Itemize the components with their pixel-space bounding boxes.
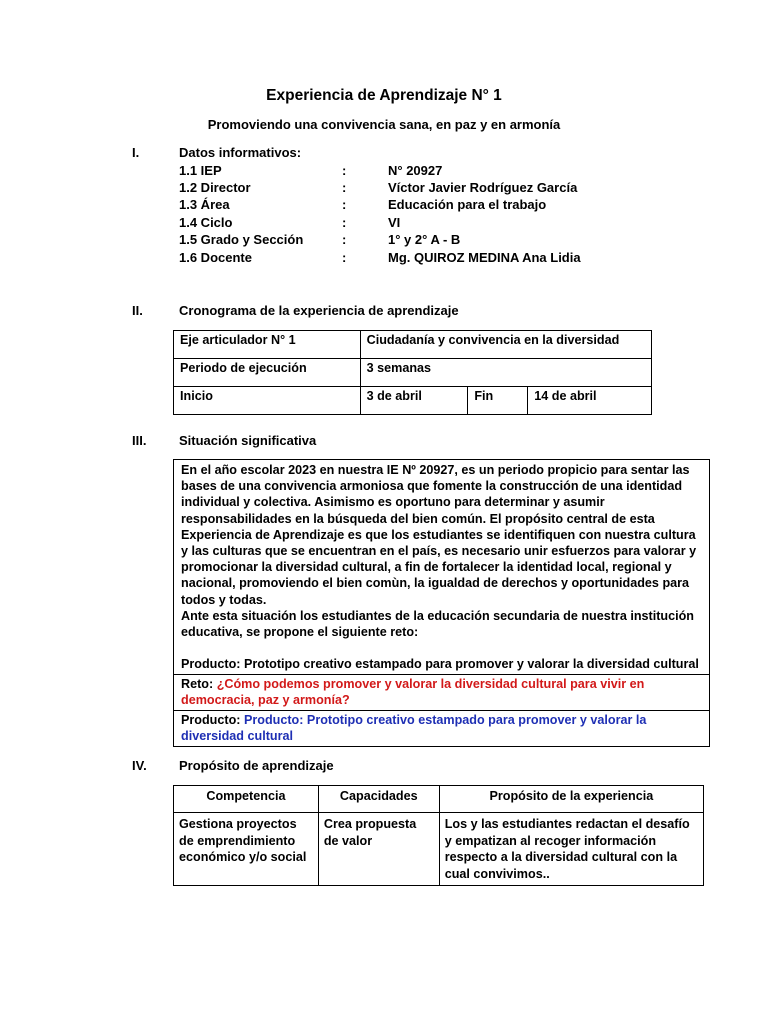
cell-competencia: Gestiona proyectos de emprendimiento económico y/o social	[174, 813, 319, 886]
info-row-director	[179, 180, 699, 198]
info-colon: :	[342, 250, 347, 265]
header-capacidades: Capacidades	[318, 786, 439, 813]
periodo-label: Periodo de ejecución	[174, 359, 361, 387]
info-value: Educación para el trabajo	[388, 197, 547, 212]
section-3-title: Situación significativa	[179, 433, 317, 448]
info-colon: :	[342, 180, 347, 195]
situacion-text	[174, 460, 709, 674]
info-colon: :	[342, 163, 347, 178]
section-2-number: II.	[132, 303, 143, 318]
info-label: 1.5 Grado y Sección	[179, 232, 304, 247]
document-subtitle: Promoviendo una convivencia sana, en paz y en armonía	[207, 117, 561, 132]
section-4-number: IV.	[132, 758, 147, 773]
cell-proposito: Los y las estudiantes redactan el desafío y empatizan al recoger información respecto a la diversidad cultural con la cual convivimos..	[439, 813, 703, 886]
cronograma-table	[173, 330, 652, 415]
info-label: 1.6 Docente	[179, 250, 252, 265]
info-colon: :	[342, 215, 347, 230]
info-label: 1.2 Director	[179, 180, 251, 195]
section-1-title: Datos informativos:	[179, 145, 302, 160]
info-colon: :	[342, 232, 347, 247]
producto-label: Producto:	[181, 713, 244, 727]
reto-text: ¿Cómo podemos promover y valorar la diversidad cultural para vivir en democracia, paz y armonía?	[181, 677, 645, 707]
section-1-number: I.	[132, 145, 140, 160]
section-2-title: Cronograma de la experiencia de aprendizaje	[179, 303, 459, 318]
proposito-table	[173, 785, 704, 886]
info-label: 1.1 IEP	[179, 163, 222, 178]
inicio-label: Inicio	[174, 387, 361, 415]
situacion-paragraph: En el año escolar 2023 en nuestra IE Nº 20927, es un periodo propicio para sentar las bases de una convivencia armoniosa que fomente la construcción de una identidad individual y colectiva. Asimismo es oportuno para determinar y asumir responsabilidades en la búsqueda del bien común. El propósito central de esta Experiencia de Aprendizaje es que los estudiantes se identifiquen con nuestra cultura y las culturas que se encuentran en el país, es necesario unir esfuerzos para valorar y promocionar la diversidad cultural, a fin de fortalecer la identidad local, regional y nacional, promoviendo el bien comùn, la igualdad de derechos y oportunidades para todos y todas.	[181, 463, 697, 607]
situacion-box	[173, 459, 710, 747]
info-row-grado	[179, 232, 699, 250]
info-value: N° 20927	[388, 163, 443, 178]
info-row-ciclo	[179, 215, 699, 233]
info-row-iep	[179, 163, 699, 181]
document-title: Experiencia de Aprendizaje N° 1	[266, 87, 502, 104]
reto-label: Reto:	[181, 677, 217, 691]
info-row-area	[179, 197, 699, 215]
situacion-paragraph: Ante esta situación los estudiantes de la educación secundaria de nuestra institución educativa, se propone el siguiente reto:	[181, 608, 694, 640]
producto-text: Producto: Prototipo creativo estampado para promover y valorar la diversidad cultural	[181, 713, 647, 743]
info-value: Mg. QUIROZ MEDINA Ana Lidia	[388, 250, 581, 265]
header-proposito: Propósito de la experiencia	[439, 786, 703, 813]
info-value: VI	[388, 215, 401, 230]
info-value: Víctor Javier Rodríguez García	[388, 180, 578, 195]
cell-capacidades: Crea propuesta de valor	[318, 813, 439, 886]
info-label: 1.3 Área	[179, 197, 230, 212]
eje-value: Ciudadanía y convivencia en la diversidad	[360, 331, 651, 359]
producto-row	[174, 710, 709, 746]
info-colon: :	[342, 197, 347, 212]
section-3-number: III.	[132, 433, 147, 448]
periodo-value: 3 semanas	[360, 359, 651, 387]
section-4-title: Propósito de aprendizaje	[179, 758, 334, 773]
situacion-producto-line: Producto: Prototipo creativo estampado para promover y valorar la diversidad cultural	[181, 657, 699, 672]
info-value: 1° y 2° A - B	[388, 232, 461, 247]
inicio-value: 3 de abril	[360, 387, 468, 415]
eje-label: Eje articulador N° 1	[174, 331, 361, 359]
header-competencia: Competencia	[174, 786, 319, 813]
fin-value: 14 de abril	[528, 387, 652, 415]
info-label: 1.4 Ciclo	[179, 215, 233, 230]
reto-row	[174, 674, 709, 710]
info-row-docente	[179, 250, 699, 268]
fin-label: Fin	[468, 387, 528, 415]
